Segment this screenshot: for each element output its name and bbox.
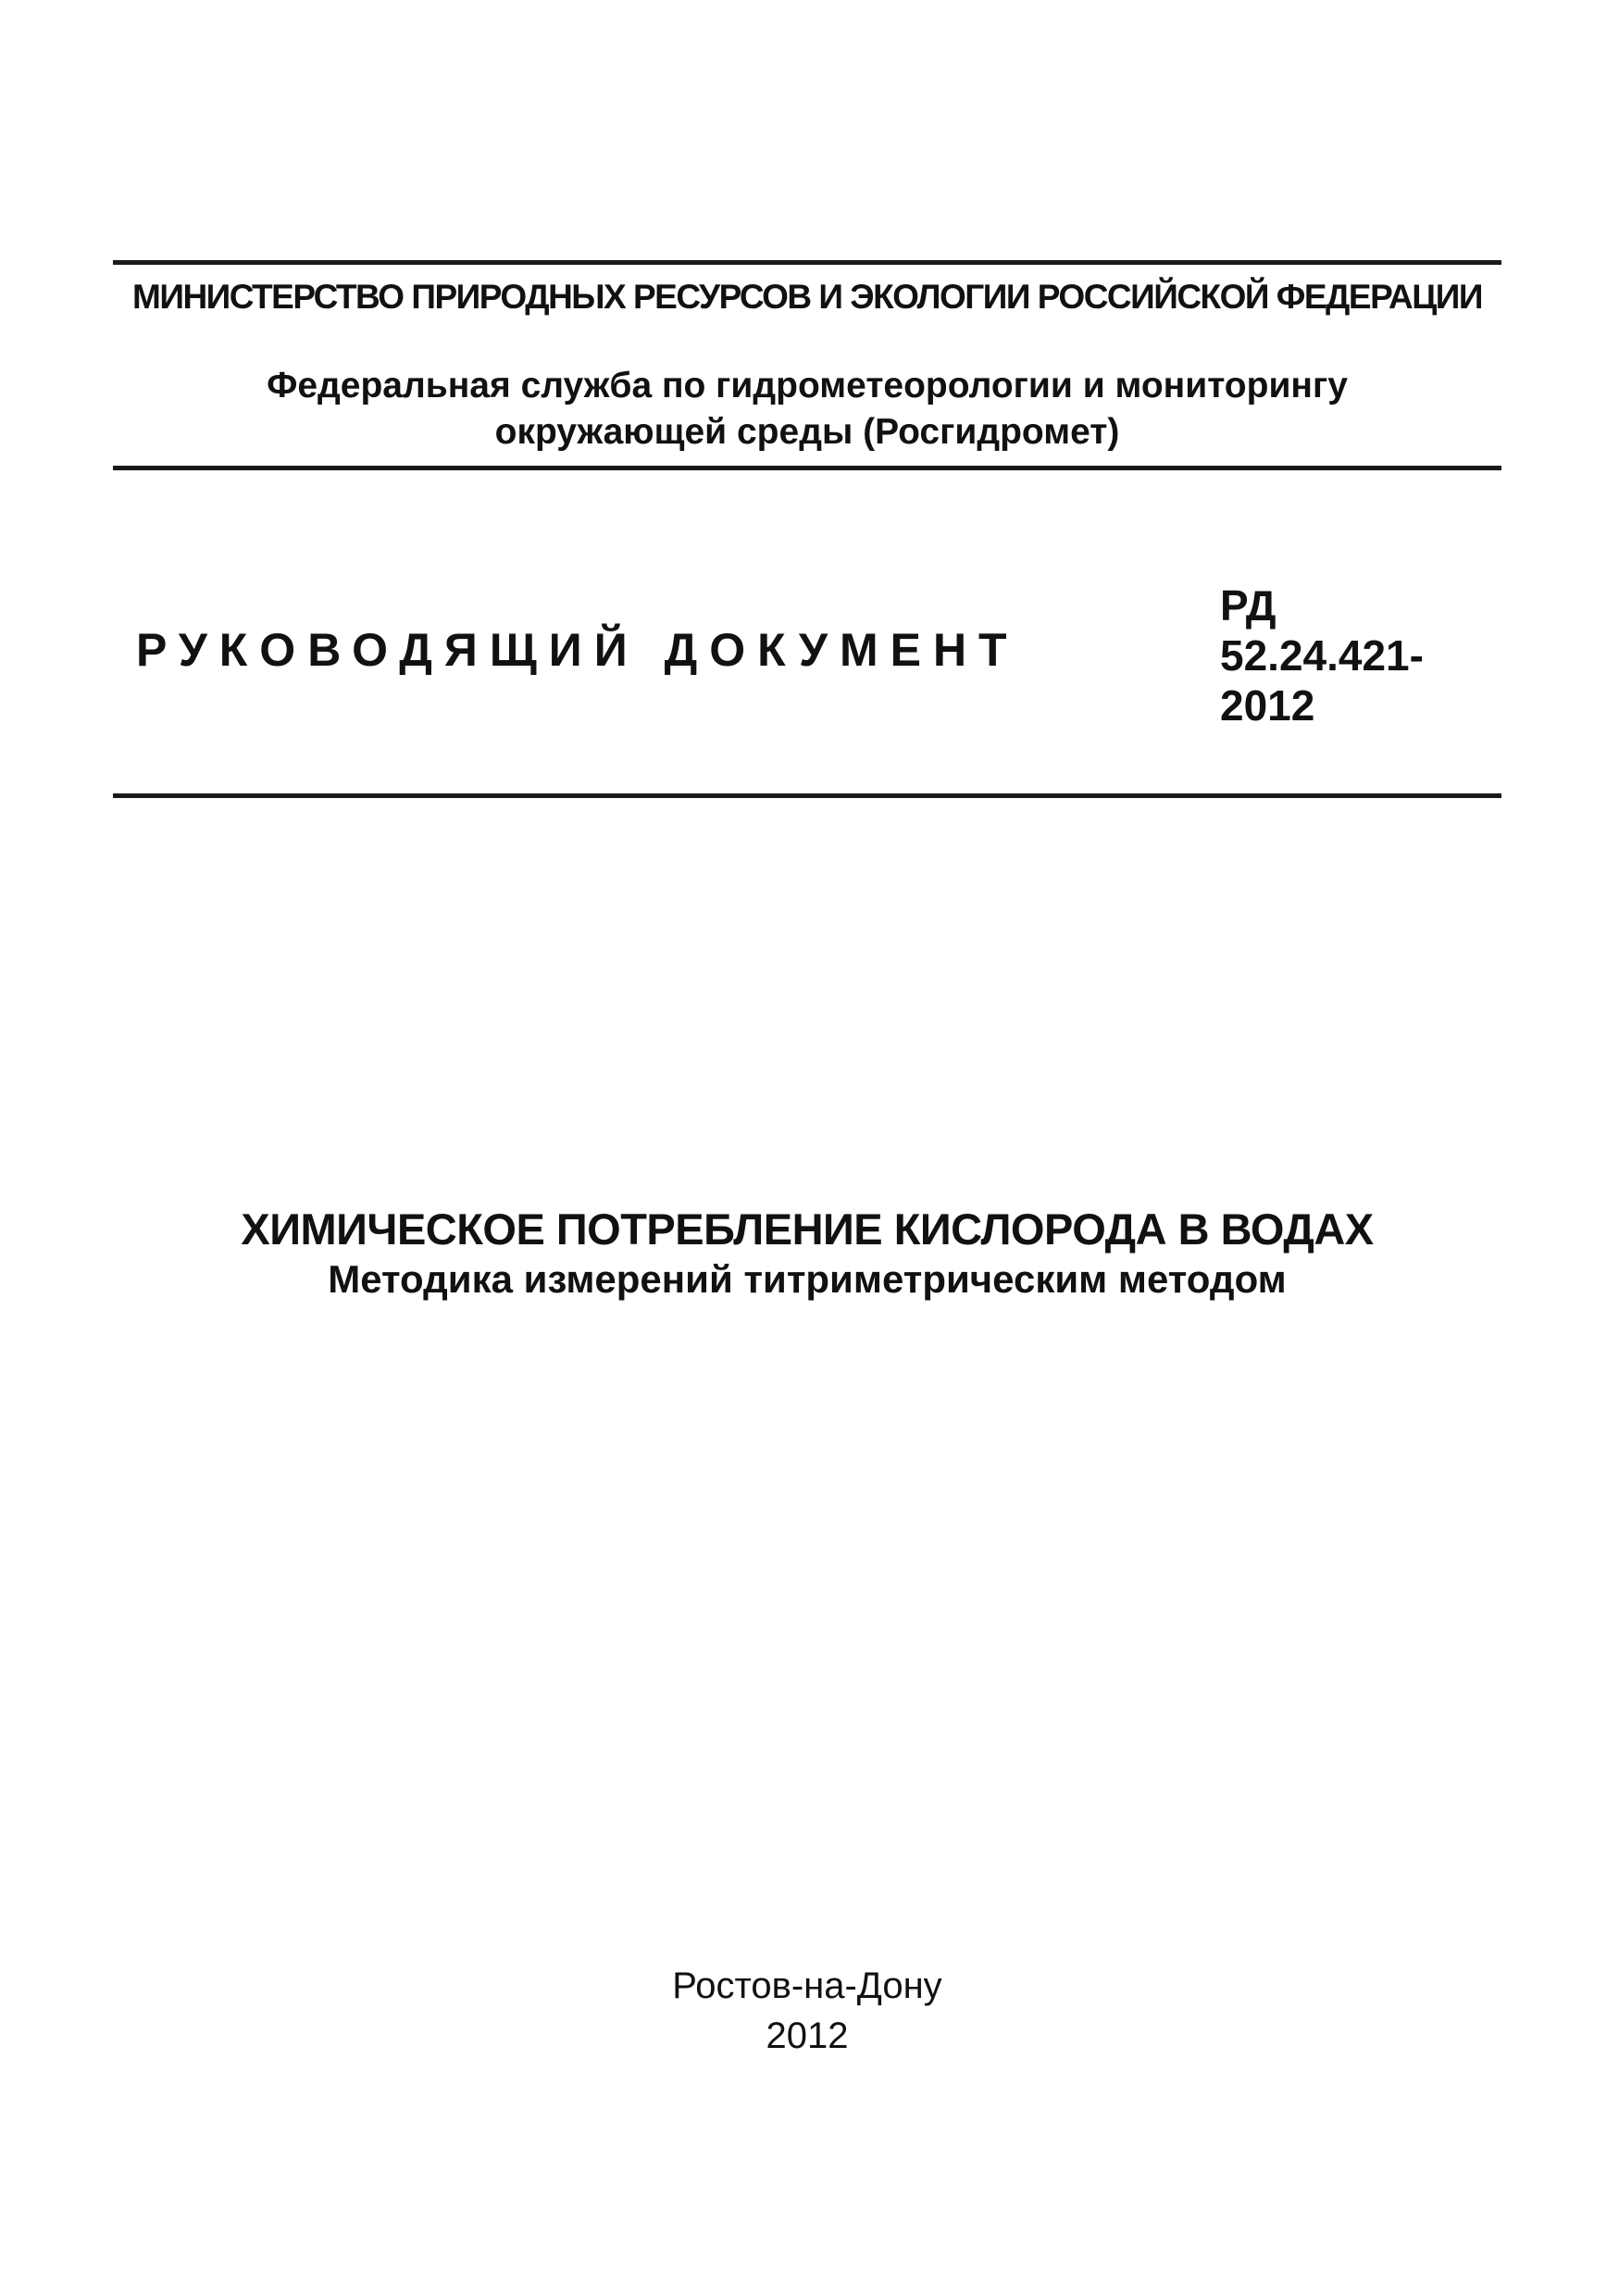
document-number-code: 52.24.421- (1220, 631, 1424, 680)
document-divider (113, 793, 1501, 798)
imprint (113, 1961, 1501, 2061)
title-subtitle: Методика измерений титриметрическим методом (328, 1257, 1287, 1301)
header-divider (113, 466, 1501, 470)
document-number-prefix: РД (1220, 581, 1277, 630)
service-name (113, 363, 1501, 455)
document-type: РУКОВОДЯЩИЙ ДОКУМЕНТ (136, 624, 1019, 676)
service-name-line-1: Федеральная служба по гидрометеорологии и мониторингу (267, 366, 1348, 406)
top-divider (113, 260, 1501, 265)
imprint-city: Ростов-на-Дону (672, 1965, 942, 2006)
title-main: ХИМИЧЕСКОЕ ПОТРЕБЛЕНИЕ КИСЛОРОДА В ВОДАХ (241, 1204, 1374, 1254)
imprint-year: 2012 (766, 2015, 849, 2056)
document-title (113, 1204, 1501, 1304)
document-number (1220, 580, 1424, 730)
ministry-name: МИНИСТЕРСТВО ПРИРОДНЫХ РЕСУРСОВ И ЭКОЛОГИИ РОССИЙСКОЙ ФЕДЕРАЦИИ (132, 278, 1482, 316)
service-name-line-2: окружающей среды (Росгидромет) (494, 412, 1120, 452)
document-number-year: 2012 (1220, 681, 1315, 730)
